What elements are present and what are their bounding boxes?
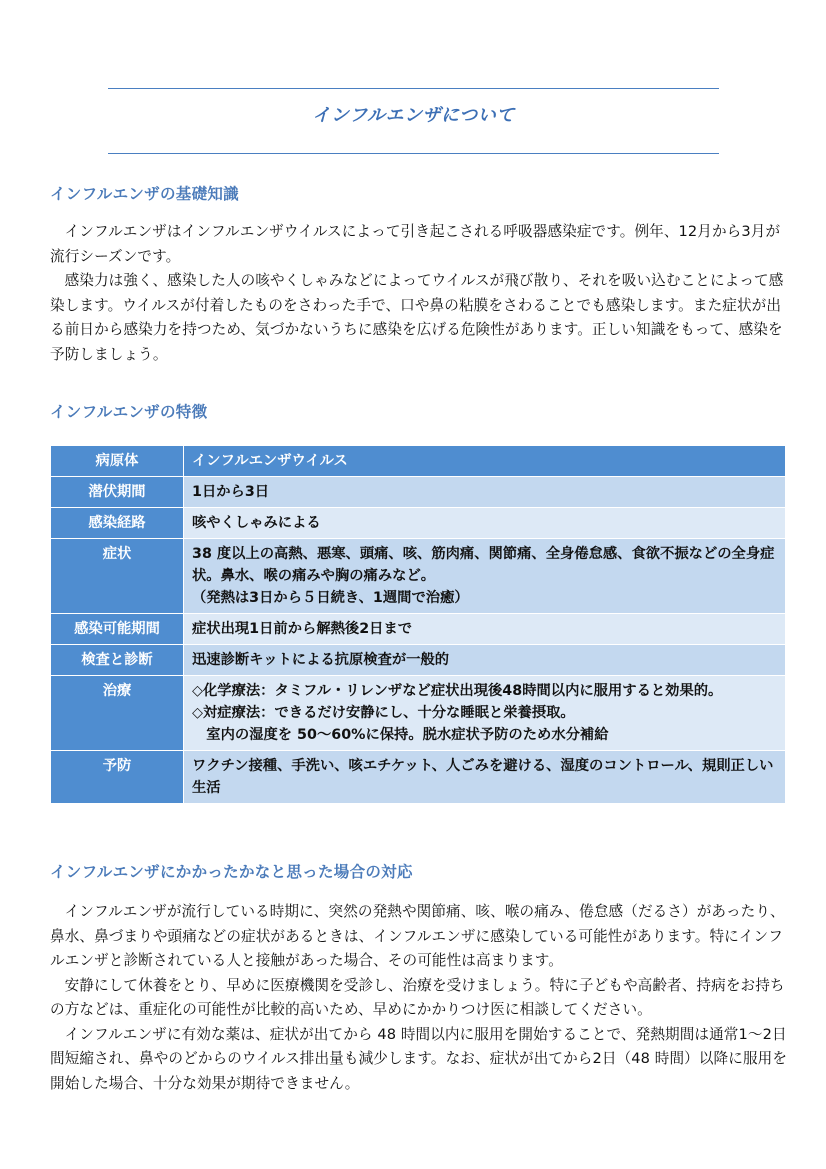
response-body	[50, 900, 790, 1096]
row-label: 症状	[51, 539, 184, 614]
value-line: 38 度以上の高熱、悪寒、頭痛、咳、筋肉痛、関節痛、全身倦怠感、食欲不振などの全身症状。鼻水、喉の痛みや胸の痛みなど。	[192, 546, 775, 584]
response-paragraph: インフルエンザに有効な薬は、症状が出てから 48 時間以内に服用を開始することで、発熱期間は通常1～2日間短縮され、鼻やのどからのウイルス排出量も減少します。なお、症状が出てから2日（48 時間）以降に服用を開始した場合、十分な効果が期待できません。	[50, 1025, 788, 1092]
value-line: ワクチン接種、手洗い、咳エチケット、人ごみを避ける、湿度のコントロール、規則正しい生活	[192, 758, 774, 796]
basics-paragraph: インフルエンザはインフルエンザウイルスによって引き起こされる呼吸器感染症です。例年、12月から3月が流行シーズンです。	[50, 223, 781, 265]
value-line: ◇化学療法：タミフル・リレンザなど症状出現後48時間以内に服用すると効果的。	[192, 683, 723, 699]
value-line: 1日から3日	[192, 484, 270, 500]
title-rule-top	[108, 88, 719, 89]
table-row	[51, 645, 786, 676]
row-label: 病原体	[51, 446, 184, 477]
table-row	[51, 508, 786, 539]
table-row	[51, 446, 786, 477]
value-line: 迅速診断キットによる抗原検査が一般的	[192, 652, 450, 668]
row-label: 感染経路	[51, 508, 184, 539]
row-value	[184, 614, 786, 645]
row-label: 潜伏期間	[51, 477, 184, 508]
row-value	[184, 539, 786, 614]
table-row	[51, 676, 786, 751]
row-label: 検査と診断	[51, 645, 184, 676]
row-value	[184, 751, 786, 804]
table-row	[51, 477, 786, 508]
row-value	[184, 446, 786, 477]
value-line: 症状出現1日前から解熱後2日まで	[192, 621, 413, 637]
basics-body	[50, 220, 790, 367]
section-heading-basics: インフルエンザの基礎知識	[50, 185, 239, 203]
response-paragraph: インフルエンザが流行している時期に、突然の発熱や関節痛、咳、喉の痛み、倦怠感（だるさ）があったり、鼻水、鼻づまりや頭痛などの症状があるときは、インフルエンザに感染している可能性があります。特にインフルエンザと診断されている人と接触があった場合、その可能性は高まります。	[50, 903, 785, 969]
value-line: （発熱は3日から５日続き、1週間で治癒）	[192, 590, 469, 606]
row-value	[184, 676, 786, 751]
section-heading-response: インフルエンザにかかったかなと思った場合の対応	[50, 863, 413, 881]
row-value	[184, 477, 786, 508]
section-heading-features: インフルエンザの特徴	[50, 403, 208, 421]
value-line: 室内の湿度を 50～60%に保持。脱水症状予防のため水分補給	[192, 727, 609, 743]
title-rule-bottom	[108, 153, 719, 154]
row-value	[184, 645, 786, 676]
row-value	[184, 508, 786, 539]
row-label: 予防	[51, 751, 184, 804]
row-label: 治療	[51, 676, 184, 751]
response-paragraph: 安静にして休養をとり、早めに医療機関を受診し、治療を受けましょう。特に子どもや高齢者、持病をお持ちの方などは、重症化の可能性が比較的高いため、早めにかかりつけ医に相談してください。	[50, 976, 785, 1018]
value-line: ◇対症療法：できるだけ安静にし、十分な睡眠と栄養摂取。	[192, 705, 575, 721]
value-line: 咳やくしゃみによる	[192, 515, 321, 531]
value-line: インフルエンザウイルス	[192, 453, 348, 469]
table-row	[51, 539, 786, 614]
table-row	[51, 614, 786, 645]
row-label: 感染可能期間	[51, 614, 184, 645]
page-title: インフルエンザについて	[312, 105, 515, 126]
features-table	[50, 445, 786, 804]
basics-paragraph: 感染力は強く、感染した人の咳やくしゃみなどによってウイルスが飛び散り、それを吸い込むことによって感染します。ウイルスが付着したものをさわった手で、口や鼻の粘膜をさわることでも感染します。また症状が出る前日から感染力を持つため、気づかないうちに感染を広げる危険性があります。正しい知識をもって、感染を予防しましょう。	[50, 272, 784, 363]
table-row	[51, 751, 786, 804]
